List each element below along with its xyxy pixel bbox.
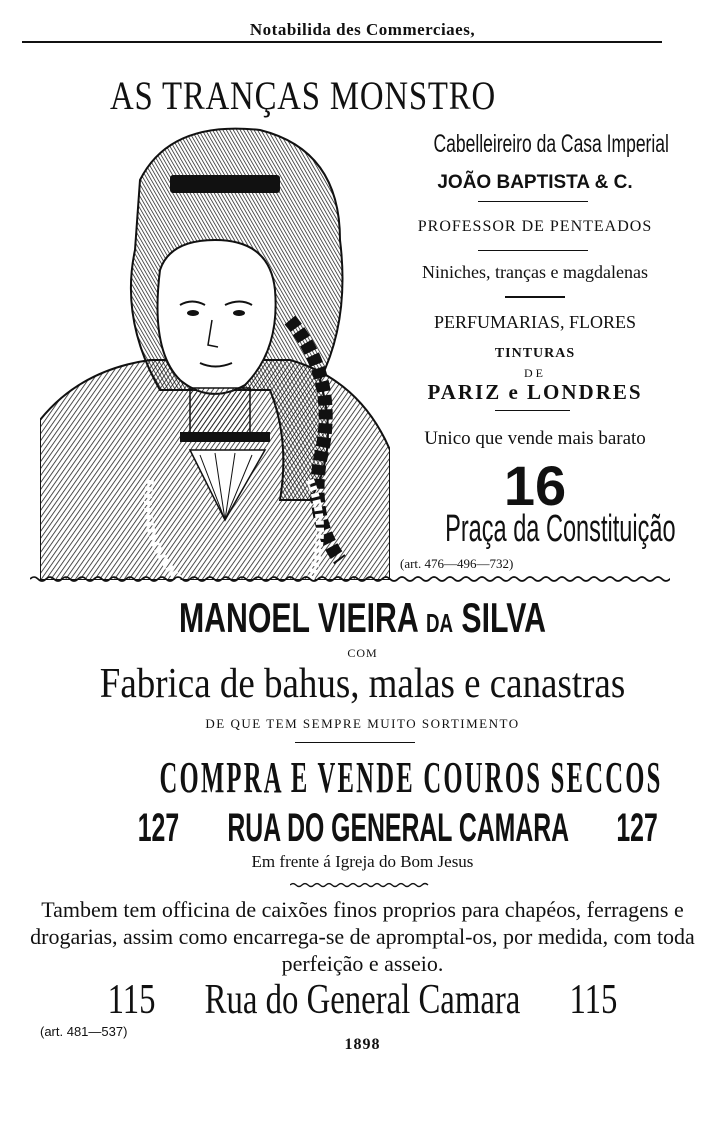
address-street: RUA DO GENERAL CAMARA	[227, 806, 569, 850]
tambem-paragraph: Tambem tem officina de caixões finos proprios para chapéos, ferragens e drogarias, assim como encarrega-se de apromptal-os, por medida, com toda perfeição e asseio.	[30, 897, 695, 976]
perfumarias-text: PERFUMARIAS, FLORES	[433, 312, 637, 332]
address-number: 16	[503, 454, 567, 517]
art-reference: (art. 476—496—732)	[400, 556, 514, 571]
address-number-left: 127	[137, 806, 180, 850]
wavy-separator	[30, 574, 670, 584]
merchant-name-last: SILVA	[461, 594, 546, 641]
divider	[495, 410, 570, 411]
address2-number-left: 115	[107, 977, 156, 1023]
niniches-text: Niniches, tranças e magdalenas	[422, 262, 648, 282]
ad-title: AS TRANÇAS MONSTRO	[110, 73, 496, 118]
address2-street: Rua do General Camara	[204, 977, 521, 1023]
divider	[478, 201, 588, 202]
praca-text: Praça da Constituição	[445, 508, 676, 550]
merchant-name-da: DA	[425, 608, 454, 638]
woman-portrait-illustration	[40, 120, 390, 580]
wavy-separator-small	[290, 881, 430, 889]
page-year: 1898	[344, 1036, 381, 1053]
address-line-127	[137, 806, 658, 851]
unico-text: Unico que vende mais barato	[424, 428, 646, 449]
address2-number-right: 115	[569, 977, 618, 1023]
pariz-londres-text: PARIZ e LONDRES	[427, 380, 643, 404]
page-header-title: Notabilida des Commerciaes,	[249, 20, 476, 39]
em-frente-text: Em frente á Igreja do Bom Jesus	[251, 852, 474, 871]
cabelleireiro-text: Cabelleireiro da Casa Imperial	[433, 130, 669, 158]
merchant-name	[102, 594, 624, 642]
de-text: DE	[524, 366, 546, 380]
ornament-divider	[505, 296, 565, 298]
address-line-115	[80, 976, 646, 1024]
professor-text: PROFESSOR DE PENTEADOS	[417, 218, 653, 235]
header-rule	[22, 41, 662, 43]
company-name: JOÃO BAPTISTA & C.	[437, 172, 633, 193]
art-reference-2: (art. 481—537)	[40, 1024, 128, 1039]
divider	[295, 742, 415, 743]
com-text: COM	[347, 646, 378, 660]
compra-vende-text: COMPRA E VENDE COUROS SECCOS	[159, 753, 663, 802]
fabrica-text: Fabrica de bahus, malas e canastras	[99, 661, 626, 707]
merchant-name-main: MANOEL VIEIRA	[178, 594, 418, 641]
address-number-right: 127	[616, 806, 658, 850]
tinturas-text: TINTURAS	[494, 346, 576, 361]
divider	[478, 250, 588, 251]
de-que-text: DE QUE TEM SEMPRE MUITO SORTIMENTO	[205, 716, 520, 731]
